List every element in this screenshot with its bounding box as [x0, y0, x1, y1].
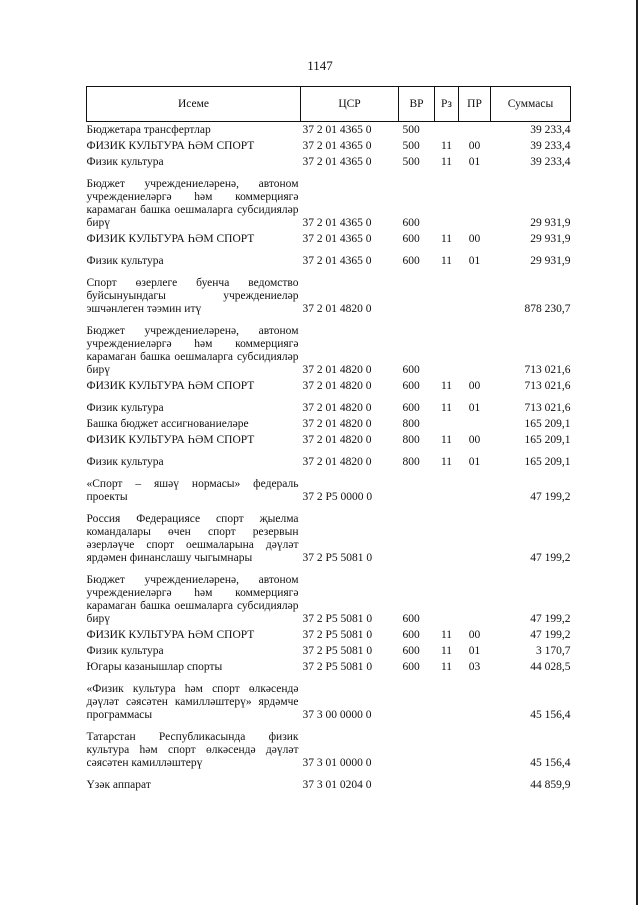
cell-rz: [435, 470, 459, 505]
cell-vr: [399, 269, 435, 317]
cell-name: Спорт өзерлеге буенча ведомство буйсынуындагы учреждениеләр эшчәнлеген тәэмин итү: [86, 277, 299, 315]
cell-pr: [459, 170, 491, 231]
table-row: [87, 643, 571, 659]
cell-pr: [459, 771, 491, 793]
cell-rz: 11: [440, 434, 453, 446]
cell-name: Татарстан Республикасында физик культура һәм спорт өлкәсендә дәүләт сәясәтен камилләштерү: [86, 731, 299, 769]
cell-rz: [435, 317, 459, 378]
cell-rz: 11: [440, 233, 453, 245]
cell-sum: 47 199,2: [530, 613, 571, 625]
cell-rz: [435, 771, 459, 793]
cell-rz: 11: [440, 380, 453, 392]
cell-name: ФИЗИК КУЛЬТУРА ҺӘМ СПОРТ: [86, 380, 255, 392]
cell-sum: 45 156,4: [530, 757, 571, 769]
cell-name: ФИЗИК КУЛЬТУРА ҺӘМ СПОРТ: [86, 140, 255, 152]
table-row: [87, 771, 571, 793]
table-row: [87, 247, 571, 269]
table-body: [87, 122, 571, 794]
table-row: [87, 394, 571, 416]
cell-name: Физик культура: [86, 156, 164, 168]
table-row: [87, 154, 571, 170]
cell-sum: 29 931,9: [530, 217, 571, 229]
header-vr: ВР: [399, 87, 435, 122]
cell-vr: [399, 505, 435, 566]
cell-sum: 3 170,7: [536, 645, 571, 657]
cell-rz: 11: [440, 456, 453, 468]
cell-pr: [459, 416, 491, 432]
header-rz: Рз: [435, 87, 459, 122]
cell-pr: 01: [468, 456, 481, 468]
cell-sum: 878 230,7: [524, 303, 571, 315]
cell-vr: [399, 470, 435, 505]
cell-rz: 11: [440, 140, 453, 152]
cell-pr: [459, 122, 491, 139]
cell-csr: 37 2 01 4365 0: [302, 217, 372, 229]
table-row: [87, 122, 571, 139]
cell-vr: 800: [402, 418, 420, 430]
table-row: [87, 627, 571, 643]
cell-sum: 47 199,2: [530, 491, 571, 503]
table-row: [87, 675, 571, 723]
cell-csr: 37 2 01 4820 0: [302, 380, 372, 392]
cell-vr: [399, 723, 435, 771]
cell-sum: 713 021,6: [524, 380, 571, 392]
table-row: [87, 470, 571, 505]
cell-pr: [459, 675, 491, 723]
table-row: [87, 170, 571, 231]
budget-table: [86, 86, 571, 793]
cell-vr: 500: [402, 140, 420, 152]
cell-sum: 44 859,9: [530, 779, 571, 791]
cell-rz: [435, 723, 459, 771]
cell-sum: 165 209,1: [524, 418, 571, 430]
cell-csr: 37 2 P5 5081 0: [302, 629, 373, 641]
cell-vr: 600: [402, 402, 420, 414]
cell-vr: 600: [402, 629, 420, 641]
cell-csr: 37 2 01 4820 0: [302, 402, 372, 414]
cell-rz: 11: [440, 156, 453, 168]
cell-sum: 29 931,9: [530, 233, 571, 245]
scan-edge-line: [636, 0, 638, 905]
cell-vr: [399, 771, 435, 793]
cell-sum: 29 931,9: [530, 255, 571, 267]
table-row: [87, 138, 571, 154]
cell-sum: 47 199,2: [530, 629, 571, 641]
cell-name: «Физик культура һәм спорт өлкәсендә дәүләт сәясәтен камилләштерү» ярдәмче программасы: [86, 683, 299, 721]
cell-pr: 00: [468, 140, 481, 152]
cell-pr: 00: [468, 629, 481, 641]
cell-pr: [459, 317, 491, 378]
cell-name: Башка бюджет ассигнованиеләре: [86, 418, 249, 430]
cell-vr: 800: [402, 434, 420, 446]
cell-csr: 37 3 01 0000 0: [302, 757, 372, 769]
cell-name: Бюджет учреждениеләренә, автоном учреждениеләргә һәм коммерциягә карамаган башка оешмаларга субсидияләр бирү: [86, 574, 299, 625]
cell-csr: 37 3 01 0204 0: [302, 779, 372, 791]
cell-name: Физик культура: [86, 402, 164, 414]
cell-pr: 01: [468, 255, 481, 267]
cell-sum: 713 021,6: [524, 402, 571, 414]
cell-csr: 37 2 01 4820 0: [302, 418, 372, 430]
cell-rz: 11: [440, 629, 453, 641]
cell-name: ФИЗИК КУЛЬТУРА ҺӘМ СПОРТ: [86, 434, 255, 446]
cell-rz: [435, 675, 459, 723]
cell-sum: 165 209,1: [524, 456, 571, 468]
table-row: [87, 317, 571, 378]
cell-vr: 600: [402, 217, 420, 229]
table-row: [87, 448, 571, 470]
cell-pr: [459, 505, 491, 566]
cell-rz: 11: [440, 402, 453, 414]
cell-name: «Спорт – яшәү нормасы» федераль проекты: [86, 478, 299, 503]
cell-rz: [435, 505, 459, 566]
cell-sum: 165 209,1: [524, 434, 571, 446]
cell-pr: 01: [468, 156, 481, 168]
cell-pr: 00: [468, 233, 481, 245]
cell-csr: 37 2 P5 5081 0: [302, 552, 373, 564]
cell-pr: 00: [468, 380, 481, 392]
cell-vr: 800: [402, 456, 420, 468]
table-row: [87, 378, 571, 394]
cell-sum: 39 233,4: [530, 156, 571, 168]
cell-name: ФИЗИК КУЛЬТУРА ҺӘМ СПОРТ: [86, 629, 255, 641]
cell-rz: 11: [440, 645, 453, 657]
cell-csr: 37 2 01 4820 0: [302, 303, 372, 315]
table-row: [87, 231, 571, 247]
cell-sum: 47 199,2: [530, 552, 571, 564]
cell-pr: 01: [468, 645, 481, 657]
header-csr: ЦСР: [301, 87, 399, 122]
cell-name: Физик культура: [86, 255, 164, 267]
table-row: [87, 416, 571, 432]
cell-name: Физик культура: [86, 456, 164, 468]
cell-name: Россия Федерациясе спорт җыелма командалары өчен спорт резервын әзерләүче спорт оешмаларына дәүләт ярдәмен финанслашу чыгымнары: [86, 513, 299, 564]
cell-name: ФИЗИК КУЛЬТУРА ҺӘМ СПОРТ: [86, 233, 255, 245]
header-name: Исеме: [87, 87, 301, 122]
cell-csr: 37 2 P5 5081 0: [302, 645, 373, 657]
cell-sum: 45 156,4: [530, 709, 571, 721]
header-pr: ПР: [459, 87, 491, 122]
page-number: 1147: [307, 58, 333, 73]
cell-pr: [459, 566, 491, 627]
cell-rz: 11: [440, 661, 453, 673]
cell-pr: [459, 269, 491, 317]
cell-name: Бюджет учреждениеләренә, автоном учреждениеләргә һәм коммерциягә карамаган башка оешмаларга субсидияләр бирү: [86, 325, 299, 376]
cell-rz: [435, 416, 459, 432]
cell-vr: [399, 675, 435, 723]
cell-csr: 37 2 P5 5081 0: [302, 613, 373, 625]
cell-vr: 500: [402, 156, 420, 168]
cell-vr: 600: [402, 380, 420, 392]
cell-vr: 500: [402, 124, 420, 136]
cell-vr: 600: [402, 255, 420, 267]
cell-rz: 11: [440, 255, 453, 267]
table-row: [87, 505, 571, 566]
cell-csr: 37 2 01 4820 0: [302, 456, 372, 468]
cell-csr: 37 2 01 4365 0: [302, 140, 372, 152]
table-row: [87, 723, 571, 771]
cell-rz: [435, 269, 459, 317]
cell-csr: 37 2 01 4820 0: [302, 434, 372, 446]
cell-pr: [459, 470, 491, 505]
cell-vr: 600: [402, 233, 420, 245]
cell-csr: 37 2 01 4365 0: [302, 255, 372, 267]
cell-pr: 00: [468, 434, 481, 446]
cell-vr: 600: [402, 613, 420, 625]
cell-csr: 37 2 01 4820 0: [302, 364, 372, 376]
table-row: [87, 269, 571, 317]
cell-rz: [435, 122, 459, 139]
table-header-row: [87, 87, 571, 122]
cell-name: Югары казанышлар спорты: [86, 661, 223, 673]
cell-sum: 39 233,4: [530, 124, 571, 136]
header-sum: Суммасы: [491, 87, 571, 122]
cell-pr: 01: [468, 402, 481, 414]
cell-pr: 03: [468, 661, 481, 673]
cell-vr: 600: [402, 364, 420, 376]
cell-vr: 600: [402, 645, 420, 657]
cell-name: Бюджетара трансфертлар: [86, 124, 211, 136]
cell-pr: [459, 723, 491, 771]
cell-csr: 37 2 P5 0000 0: [302, 491, 373, 503]
table-row: [87, 659, 571, 675]
cell-name: Үзәк аппарат: [86, 779, 151, 791]
cell-sum: 44 028,5: [530, 661, 571, 673]
cell-name: Бюджет учреждениеләренә, автоном учреждениеләргә һәм коммерциягә карамаган башка оешмаларга субсидияләр бирү: [86, 178, 299, 229]
cell-sum: 39 233,4: [530, 140, 571, 152]
cell-csr: 37 2 P5 5081 0: [302, 661, 373, 673]
cell-sum: 713 021,6: [524, 364, 571, 376]
cell-csr: 37 2 01 4365 0: [302, 124, 372, 136]
cell-csr: 37 2 01 4365 0: [302, 233, 372, 245]
table-row: [87, 566, 571, 627]
cell-rz: [435, 170, 459, 231]
cell-name: Физик культура: [86, 645, 164, 657]
table-row: [87, 432, 571, 448]
cell-csr: 37 2 01 4365 0: [302, 156, 372, 168]
cell-vr: 600: [402, 661, 420, 673]
cell-rz: [435, 566, 459, 627]
cell-csr: 37 3 00 0000 0: [302, 709, 372, 721]
